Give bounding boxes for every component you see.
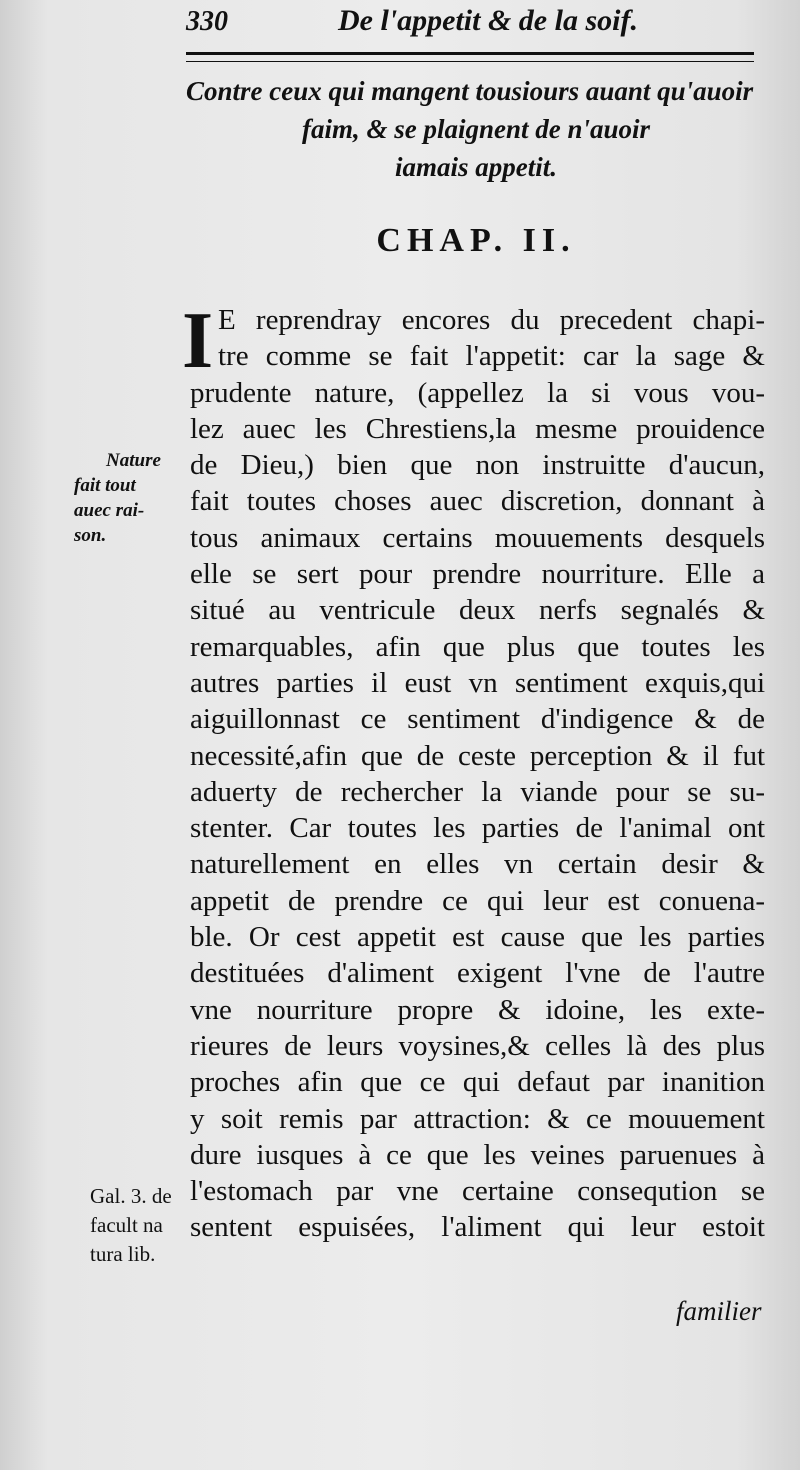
- section-heading: [186, 72, 766, 186]
- running-head: [0, 4, 800, 44]
- text-line: proches afin que ce qui defaut par inanition: [190, 1066, 765, 1099]
- heading-line: faim, & se plaignent de n'auoir: [301, 114, 651, 144]
- text-line: appetit de prendre ce qui leur est conuena-: [190, 884, 765, 917]
- margin-reference: [90, 1182, 200, 1269]
- text-line: E reprendray encores du precedent chapi-: [218, 304, 765, 336]
- margin-note-line: Nature: [106, 450, 161, 471]
- text-line: aduerty de rechercher la viande pour se su-: [190, 775, 765, 808]
- margin-note: [74, 448, 186, 548]
- margin-ref-line: tura lib.: [90, 1242, 156, 1266]
- drop-cap: I: [182, 297, 214, 385]
- text-line: naturellement en elles vn certain desir &: [190, 848, 765, 881]
- text-line: elle se sert pour prendre nourriture. Elle a: [190, 558, 765, 591]
- text-line: de Dieu,) bien que non instruitte d'aucun,: [190, 449, 765, 482]
- text-line: sentent espuisées, l'aliment qui leur estoit: [190, 1211, 765, 1244]
- margin-note-line: son.: [74, 525, 107, 546]
- body-text: [190, 302, 765, 1246]
- margin-ref-line: facult na: [90, 1213, 163, 1237]
- margin-ref-line: Gal. 3. de: [90, 1184, 172, 1208]
- text-line: aiguillonnast ce sentiment d'indigence & de: [190, 703, 765, 736]
- margin-note-line: fait tout: [74, 475, 136, 496]
- catchword: familier: [676, 1296, 762, 1326]
- text-line: situé au ventricule deux nerfs segnalés &: [190, 594, 765, 627]
- text-line: lez auec les Chrestiens,la mesme prouidence: [190, 412, 765, 445]
- text-line: rieures de leurs voysines,& celles là des plus: [190, 1029, 765, 1062]
- margin-note-line: auec rai-: [74, 500, 145, 521]
- chapter-title: CHAP. II.: [376, 222, 576, 259]
- text-line: prudente nature, (appellez la si vous vou-: [190, 376, 765, 409]
- text-line: destituées d'aliment exigent l'vne de l'autre: [190, 957, 765, 990]
- text-line: tre comme se fait l'appetit: car la sage &: [218, 340, 765, 373]
- text-line: stenter. Car toutes les parties de l'animal ont: [190, 812, 765, 845]
- heading-line: Contre ceux qui mangent tousiours auant qu'auoir: [186, 76, 754, 106]
- text-line: ble. Or cest appetit est cause que les parties: [190, 921, 765, 954]
- running-title: De l'appetit & de la soif.: [338, 4, 638, 37]
- text-line: tous animaux certains mouuements desquels: [190, 521, 765, 554]
- heading-line: iamais appetit.: [395, 152, 557, 182]
- text-line: dure iusques à ce que les veines paruenues à: [190, 1138, 765, 1171]
- text-line: necessité,afin que de ceste perception & il fut: [190, 739, 765, 772]
- text-line: autres parties il eust vn sentiment exquis,qui: [190, 666, 765, 699]
- text-line: fait toutes choses auec discretion, donnant à: [190, 485, 765, 518]
- text-line: vne nourriture propre & idoine, les exte-: [190, 993, 765, 1026]
- header-rule: [186, 52, 754, 62]
- text-line: remarquables, afin que plus que toutes les: [190, 630, 765, 663]
- text-line: l'estomach par vne certaine conseqution se: [190, 1175, 765, 1208]
- text-line: y soit remis par attraction: & ce mouuement: [190, 1102, 765, 1135]
- page-number: 330: [186, 6, 228, 37]
